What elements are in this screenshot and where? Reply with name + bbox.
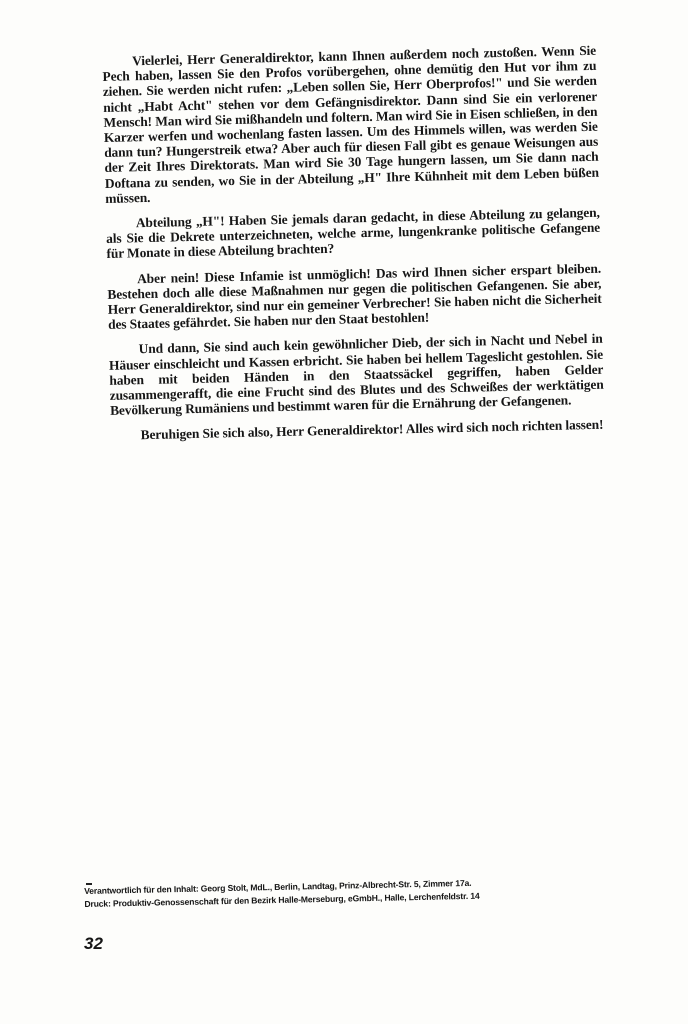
- page-number: 32: [84, 934, 103, 953]
- paragraph-3: Aber nein! Diese Infamie ist unmöglich! Das wird Ihnen sicher erspart bleiben. Bestehen doch alle diese Maßnahmen nur gegen die politischen Gefangenen. Sie aber, Herr Generaldirektor, sind nur ein gemeiner Verbrecher! Sie haben nicht die Sicherheit des Staates gefährdet. Sie haben nur den Staat bestohlen!: [107, 260, 602, 333]
- paragraph-5: Beruhigen Sie sich also, Herr Generaldirektor! Alles wird sich noch richten lassen!: [140, 417, 604, 443]
- imprint-footer: [84, 874, 604, 911]
- paragraph-2: Abteilung „H"! Haben Sie jemals daran gedacht, in diese Abteilung zu gelangen, als Sie die Dekrete unterzeichneten, welche arme, lungenkranke politische Gefangene für Monate in diese Abteilung brachten?: [106, 204, 601, 262]
- body-text: [102, 43, 605, 454]
- imprint-responsible: Verantwortlich für den Inhalt: Georg Stolt, MdL., Berlin, Landtag, Prinz-Albrecht-Str. 5, Zimmer 17a.: [84, 877, 472, 896]
- paragraph-1: Vielerlei, Herr Generaldirektor, kann Ihnen außerdem noch zustoßen. Wenn Sie Pech haben, lassen Sie den Profos vorübergehen, ohne demütig den Hut vor ihm zu ziehen. Sie werden nicht rufen: „Leben sollen Sie, Herr Oberprofos!" und Sie werden nicht „Habt Acht" stehen vor dem Gefängnisdirektor. Dann sind Sie ein verlorener Mensch! Man wird Sie mißhandeln und foltern. Man wird Sie in Eisen schließen, in den Karzer werfen und wochenlang fasten lassen. Um des Himmels willen, was werden Sie dann tun? Hungerstreik etwa? Aber auch für diesen Fall gibt es genaue Weisungen aus der Zeit Ihres Direktorats. Man wird Sie 30 Tage hungern lassen, um Sie dann nach Doftana zu senden, wo Sie in der Abteilung „H" Ihre Kühnheit mit dem Leben büßen müssen.: [102, 42, 599, 206]
- imprint-printer: Druck: Produktiv-Genossenschaft für den Bezirk Halle-Merseburg, eGmbH., Halle, Lerchenfeldstr. 14: [84, 890, 480, 909]
- paragraph-4: Und dann, Sie sind auch kein gewöhnlicher Dieb, der sich in Nacht und Nebel in Häuser einschleicht und Kassen erbricht. Sie haben bei hellem Tageslicht gestohlen. Sie haben mit beiden Händen in den Staatssäckel gegriffen, haben Gelder zusammengerafft, die eine Frucht sind des Blutes und des Schweißes der werktätigen Bevölkerung Rumäniens und bestimmt waren für die Ernährung der Gefangenen.: [108, 331, 604, 419]
